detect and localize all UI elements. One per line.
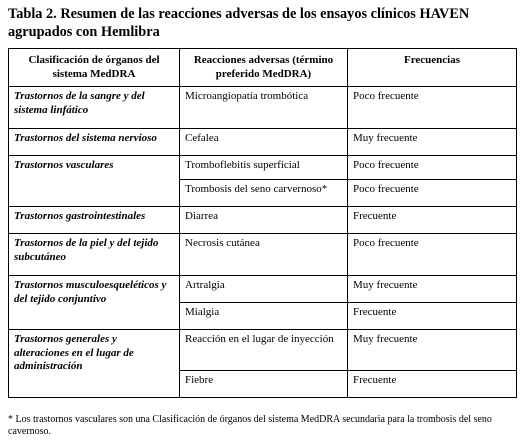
- reaction-cell: Trombosis del seno carvernoso*: [180, 180, 348, 207]
- reaction-cell: Necrosis cutánea: [180, 234, 348, 276]
- soc-cell: Trastornos gastrointestinales: [9, 207, 180, 234]
- soc-cell: Trastornos generales y alteraciones en el lugar de administración: [9, 330, 180, 398]
- frequency-cell: Poco frecuente: [348, 234, 517, 276]
- reaction-cell: Microangiopatía trombótica: [180, 87, 348, 129]
- reaction-cell: Mialgia: [180, 303, 348, 330]
- soc-cell: Trastornos de la sangre y del sistema linfático: [9, 87, 180, 129]
- frequency-cell: Poco frecuente: [348, 87, 517, 129]
- soc-cell: Trastornos de la piel y del tejido subcutáneo: [9, 234, 180, 276]
- soc-cell: Trastornos del sistema nervioso: [9, 129, 180, 156]
- reaction-cell: Reacción en el lugar de inyección: [180, 330, 348, 371]
- reaction-cell: Diarrea: [180, 207, 348, 234]
- header-soc: Clasificación de órganos del sistema MedDRA: [9, 49, 180, 87]
- frequency-cell: Muy frecuente: [348, 330, 517, 371]
- reaction-cell: Fiebre: [180, 371, 348, 398]
- table-row: [9, 207, 517, 234]
- soc-cell: Trastornos musculoesqueléticos y del tejido conjuntivo: [9, 276, 180, 330]
- header-reaction: Reacciones adversas (término preferido MedDRA): [180, 49, 348, 87]
- header-frequency: Frecuencias: [348, 49, 517, 87]
- header-row: [9, 49, 517, 87]
- table-row: [9, 87, 517, 129]
- table-title: Tabla 2. Resumen de las reacciones adversas de los ensayos clínicos HAVEN agrupados con Hemlibra: [8, 6, 470, 40]
- frequency-cell: Muy frecuente: [348, 276, 517, 303]
- frequency-cell: Muy frecuente: [348, 129, 517, 156]
- table-row: [9, 330, 517, 371]
- table-row: [9, 156, 517, 180]
- adverse-reactions-table: [8, 48, 517, 398]
- soc-cell: Trastornos vasculares: [9, 156, 180, 207]
- frequency-cell: Frecuente: [348, 303, 517, 330]
- reaction-cell: Tromboflebitis superficial: [180, 156, 348, 180]
- table-row: [9, 129, 517, 156]
- frequency-cell: Poco frecuente: [348, 156, 517, 180]
- frequency-cell: Poco frecuente: [348, 180, 517, 207]
- footnote: * Los trastornos vasculares son una Clasificación de órganos del sistema MedDRA secundaria para la trombosis del seno cavernoso.: [8, 414, 492, 437]
- table-row: [9, 234, 517, 276]
- table-row: [9, 276, 517, 303]
- frequency-cell: Frecuente: [348, 207, 517, 234]
- frequency-cell: Frecuente: [348, 371, 517, 398]
- reaction-cell: Cefalea: [180, 129, 348, 156]
- reaction-cell: Artralgia: [180, 276, 348, 303]
